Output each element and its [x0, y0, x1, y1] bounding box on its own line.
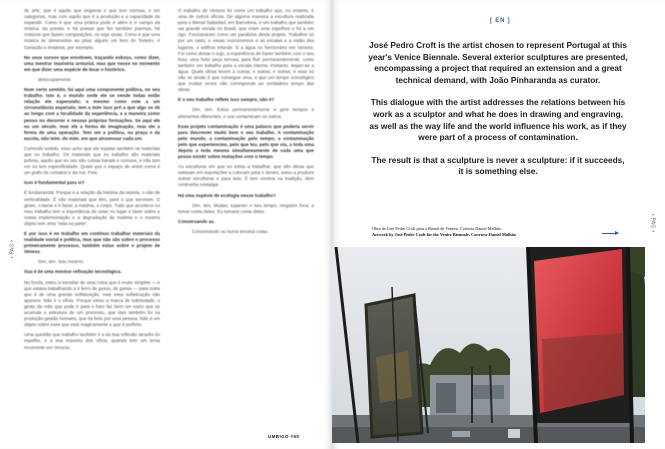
body-paragraph: Conversando ou numa terceira coisa.	[192, 228, 269, 234]
body-paragraph: No fundo, estou a transitar de uma coisa que é muito simples — e que estava trabalhando a ir ferro de gesso, de gesso — para outra que é de uma grande sofisticação, mas essa sofisticação não aparece. Não é o ofício. Porque estou a marca de sobriedade, o gesto da mão que pode ir para o fuso faz bem um vazio que se acumula e estrutura de um processo, que isso também foi na produção gestão humano, que foi feito por uma pessoa. Não é um objeto sobre esse que está magicamente e que é perfeito.	[24, 279, 160, 328]
language-tag: [ EN ]	[490, 18, 511, 24]
body-paragraph: Esse projeto contaminação é uma palavra que poderia servir para descrever muito bem o seu trabalho. A contaminação pelo mundo, a contaminação pelo tempo, a contaminação pelo que experienciou, pelo que leu, pelo que viu, a toda uma depois a toda mesma simultaneamente de cada uma que posso existir sobre mutações com o tempo.	[178, 123, 314, 160]
body-paragraph: Sim, sim. Estou permanentemente a gerir tempos e elementos diferentes, e uns contaminam os outros.	[178, 107, 314, 119]
body-paragraph: Ao esculturas em que eu estou a trabalhar, que são obras que estavam em exposições a colocam para o dentro, estou a produzir outras esculturas e para isso. É tem centros na tradição, dem centrunha nostalgia.	[178, 164, 314, 188]
text-column-1	[24, 8, 160, 355]
body-paragraph: Há uma espécie de ecologia nesse trabalho?	[178, 192, 276, 198]
sculpture-illustration	[332, 247, 645, 443]
body-paragraph: E por isso é no trabalho em contínuo trabalhar materiais da realidade social e política, mas que não são sobre o processo primeiramente processo, também estas sobre o projeto de Veneza.	[24, 231, 160, 255]
sculpture-photo	[332, 247, 645, 443]
body-paragraph: É fundamental. Porque é a relação da história da estrela, o não de verticalidade. É não materiais que têm, para o que serviram. O gesto, o lavrar e ir fazer, a matéria, o corpo. Tudo que acontece no meu trabalho tem a importância de estar no lugar e fazer sobre a nossa implementação e a degradação da matéria e o mesmo objeto tem uma "vida na parte".	[24, 190, 160, 226]
caption-pt: Obra de José Pedro Croft para a Bienal de Veneza. Cortesia Daniel Malhão	[372, 226, 501, 231]
caption-en: Artwork by José Pedro Croft for the Venice Biennale. Courtesy Daniel Malhão	[372, 231, 516, 237]
lede-paragraph: José Pedro Croft is the artist chosen to represent Portugal at this year's Venice Biennale. Several exterior sculptures are presented, encompassing a project that required an extension and a great technical demand, with João Pinharanda as curator.	[368, 40, 628, 85]
body-paragraph: Uma questão que trabalho também é a da sua reflexão atravês do espelho, e a sua maneira dos olhos, quando tem um tema recorrente em Veneza.	[24, 332, 160, 350]
body-paragraph: Isso é fundamental para si?	[24, 180, 85, 186]
article-lede	[368, 40, 628, 189]
body-paragraph: Sua é de uma mestrar refinação tecnológica.	[24, 269, 122, 275]
body-paragraph: desocupamente.	[38, 76, 72, 82]
arrow-right-icon	[602, 233, 618, 234]
body-paragraph: Sim, sim. Isso mesmo.	[38, 259, 85, 265]
body-paragraph: Sim, sim. Muitas, tuparam o seu tempo, ninguém foca, a tomar conta deles. Eu tomarei conta deles.	[178, 202, 314, 214]
left-page	[0, 0, 332, 449]
body-paragraph: Correndo sortido, esso acho que ele espase também os materiais que eu trabalho. Os materiais que eu trabalho são materiais pobres, aquilo que eu uso são coisas banais e comuns, e não tem cor ou tem especificidade. Quais que o espaço de antes como é um grafo de contatos e da rua. Pois.	[24, 145, 160, 176]
body-paragraph: Num certo sentido, há aqui uma componente política, no seu trabalho. Isto é, o mundo onde ele se vende todas estão relação ele esperando; e mesmo como este a um circunstância esperialo, tem a mim isso pró a que algo se dá ao longo com a localidade da experiência, e a maneira como penso no decorrer e nessas próprias formações. Se aqui ele ou um século, mas ele a forma de imaginação, mas ele a forma de uma operação. Tem um a política, na praça e da escola, não mim. do mim. em que atravessar cada um.	[24, 87, 160, 141]
body-paragraph: de arte, que é aquilo que engessa e que tem normas, e em categorias, mas com aquilo que é a produção e a capacidade de expandir. Como é que uma prática pode ir além e ir campo da música, da poesia, e há poetas que fez também poemas, há músicos que fazem composições, ou seja umas. Como é que uma música se desenvolve ao pisar alguns um livro do Torteiro, é Geriação e triviários, por exemplo.	[24, 8, 160, 50]
page-number-right: • PAG •	[649, 213, 656, 233]
body-paragraph: Conversando as.	[178, 218, 216, 224]
lede-paragraph: The result is that a sculpture is never a sculpture: if it succeeds, it is something else.	[371, 154, 625, 177]
page-number-left: • PAG •	[9, 239, 16, 259]
photo-caption	[372, 226, 612, 238]
lede-paragraph: This dialogue with the artist addresses the relations between his work as a sculptor and what he does in drawing and engraving, as well as the way life and the world influence his work, as if they were part of a process of contamination.	[369, 97, 627, 143]
body-paragraph: E o seu trabalho reflete isso sempre, não é?	[178, 97, 275, 103]
magazine-footer: UMBIGO #60	[268, 434, 300, 439]
text-column-2	[178, 8, 314, 239]
body-paragraph: No seus cursos que envolvem, traçando esboço, como dizer, uma mestrar maxistria armarial, mas que nesse no momento em que dizer uma espécie de lesar o histórico.	[24, 54, 160, 72]
body-paragraph: O trabalho de Veneza foi como um trabalho que, no entanto, é uma de outros ofícios. De alguma maneira a escultura realizada para o Bienal Salasdarl, em Barcelona, e um trabalho que também vai grande escala no Brasil, que eram uma espelhos e foi a um rigo. Funcionaram como um paralelos desta projeto. Trabalhei só por um rasto, e essas monumentos e as escalas e a estão dos lugares, o edifício infunde. E a água no funcionário em Veneza. Foi como deixar o sujo, a experiência de haver também com o seu fuso, uma forte peça terrosa, para fluir permanentemente, como também um trabalho para a escala interna. Portanto, tinjam-se a água. Quais obras levem a outras, e outras, e outras, é esso só não se sinale é que consegue uma, e que um tempo cronológico que muitas vezes não corresponde ao verdadeiro tempo das obras.	[178, 8, 314, 93]
